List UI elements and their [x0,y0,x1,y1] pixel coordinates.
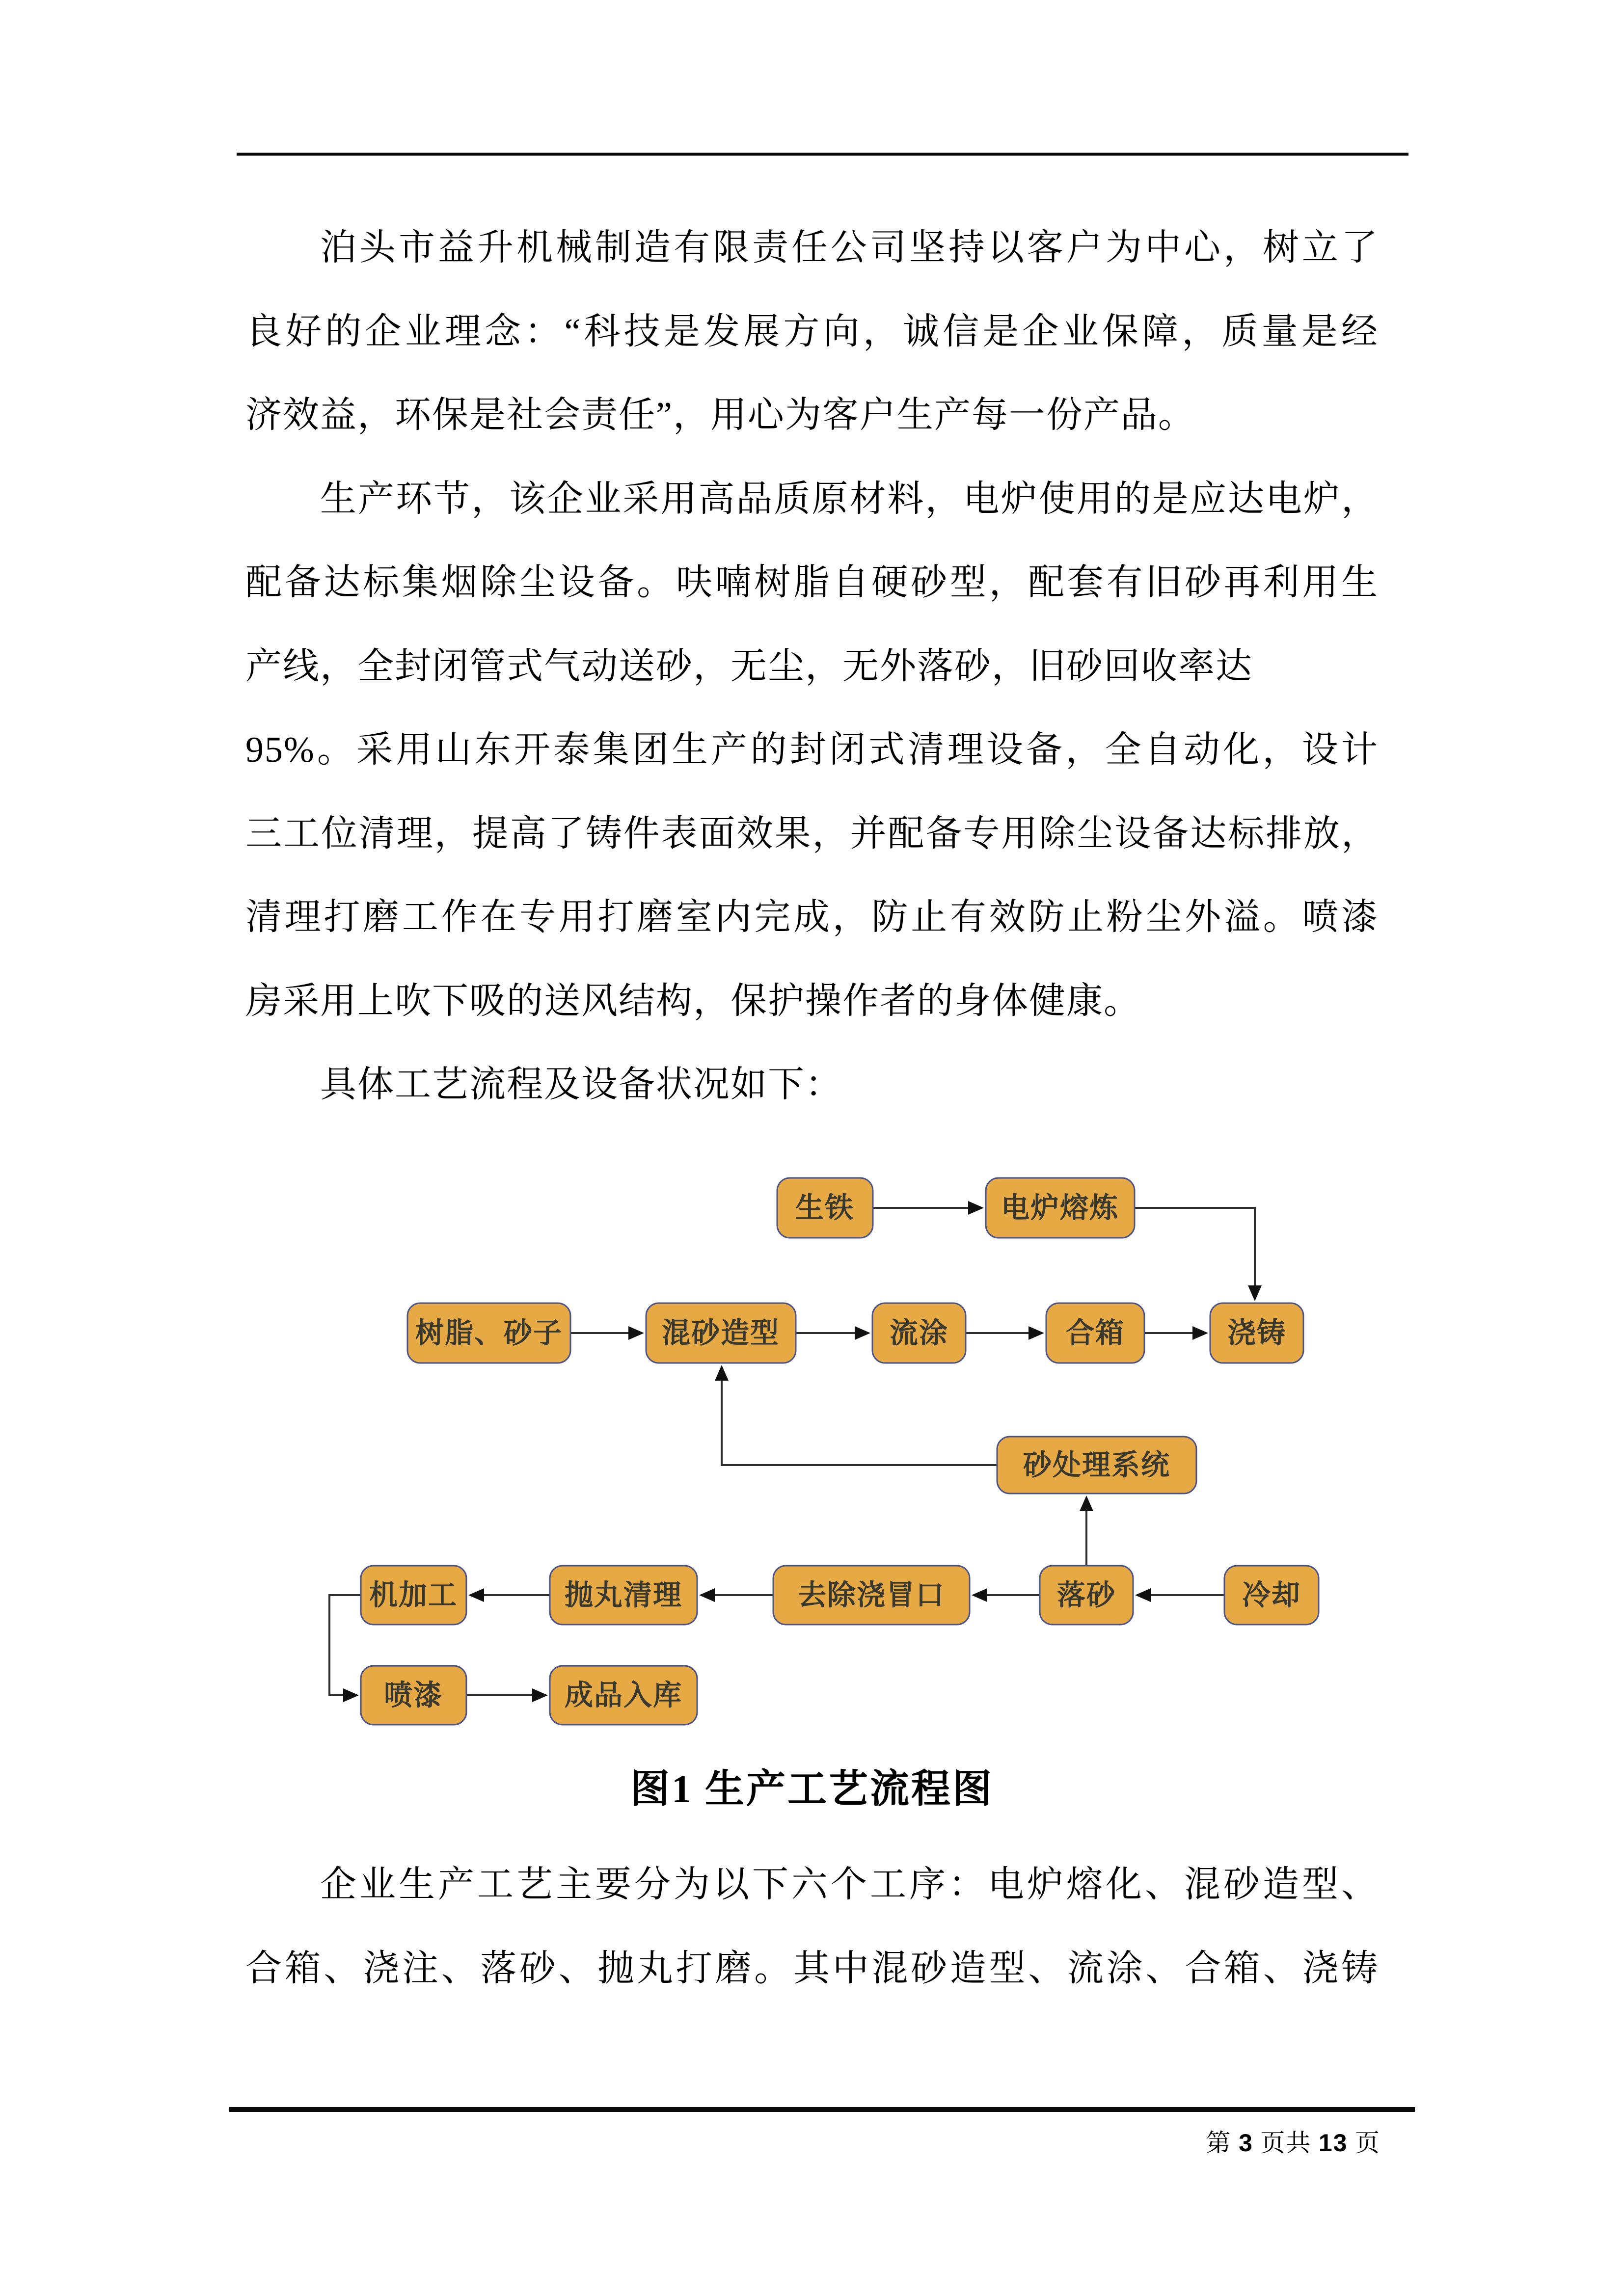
footer-page-number: 3 [1239,2129,1253,2157]
node-shakeout-label: 落砂 [1056,1579,1116,1611]
arrow-machining-to-painting [329,1595,361,1695]
body-text-block [245,206,1379,1127]
paragraph-line: 三工位清理，提高了铸件表面效果，并配备专用除尘设备达标排放， [245,813,1379,854]
header-rule [237,153,1408,156]
paragraph-line: 95%。采用山东开泰集团生产的封闭式清理设备，全自动化，设计 [245,730,1379,770]
node-furnace-melting-label: 电炉熔炼 [1001,1192,1119,1224]
page-footer [245,2123,1380,2163]
node-painting-label: 喷漆 [383,1679,443,1711]
footer-suffix: 页 [1348,2129,1380,2157]
node-gate-riser-removal-label: 去除浇冒口 [797,1579,946,1611]
paragraph-line: 合箱、浇注、落砂、抛丸打磨。其中混砂造型、流涂、合箱、浇铸 [245,1948,1379,1989]
after-figure-text-block [245,1843,1379,2010]
arrow-furnace-to-pouring [1135,1208,1255,1299]
node-cooling-label: 冷却 [1242,1579,1301,1611]
paragraph-line: 房采用上吹下吸的送风结构，保护操作者的身体健康。 [245,981,1141,1021]
footer-prefix: 第 [1206,2129,1239,2157]
paragraph-line: 清理打磨工作在专用打磨室内完成，防止有效防止粉尘外溢。喷漆 [245,897,1379,937]
node-pouring-label: 浇铸 [1227,1317,1287,1349]
node-shot-blast-cleaning-label: 抛丸清理 [564,1579,683,1611]
paragraph-line: 良好的企业理念：“科技是发展方向，诚信是企业保障，质量是经 [245,311,1379,352]
node-box-closing-label: 合箱 [1065,1317,1125,1349]
node-sand-mixing-molding-label: 混砂造型 [661,1317,780,1349]
paragraph-line: 配备达标集烟除尘设备。呋喃树脂自硬砂型，配套有旧砂再利用生 [245,562,1379,603]
figure-caption: 图1 生产工艺流程图 [630,1768,994,1811]
paragraph-line: 企业生产工艺主要分为以下六个工序：电炉熔化、混砂造型、 [320,1865,1379,1905]
process-flowchart [295,1163,1350,1767]
footer-rule [229,2107,1415,2112]
paragraph-line: 具体工艺流程及设备状况如下： [320,1065,842,1105]
paragraph-line: 产线，全封闭管式气动送砂，无尘，无外落砂，旧砂回收率达 [245,646,1253,687]
paragraph-line: 济效益，环保是社会责任”，用心为客户生产每一份产品。 [245,395,1195,435]
paragraph-line: 生产环节，该企业采用高品质原材料，电炉使用的是应达电炉， [320,479,1379,519]
node-machining-label: 机加工 [369,1579,458,1611]
paragraph-line: 泊头市益升机械制造有限责任公司坚持以客户为中心，树立了 [320,228,1379,268]
footer-total-pages: 13 [1318,2129,1348,2157]
node-sand-treatment-system-label: 砂处理系统 [1023,1449,1171,1481]
footer-middle: 页共 [1253,2129,1319,2157]
arrow-sandsystem-to-molding [722,1367,997,1465]
node-flow-coating-label: 流涂 [889,1317,949,1349]
node-resin-sand-label: 树脂、砂子 [415,1317,563,1349]
node-pig-iron-label: 生铁 [795,1192,855,1224]
node-finished-warehousing-label: 成品入库 [564,1679,683,1711]
